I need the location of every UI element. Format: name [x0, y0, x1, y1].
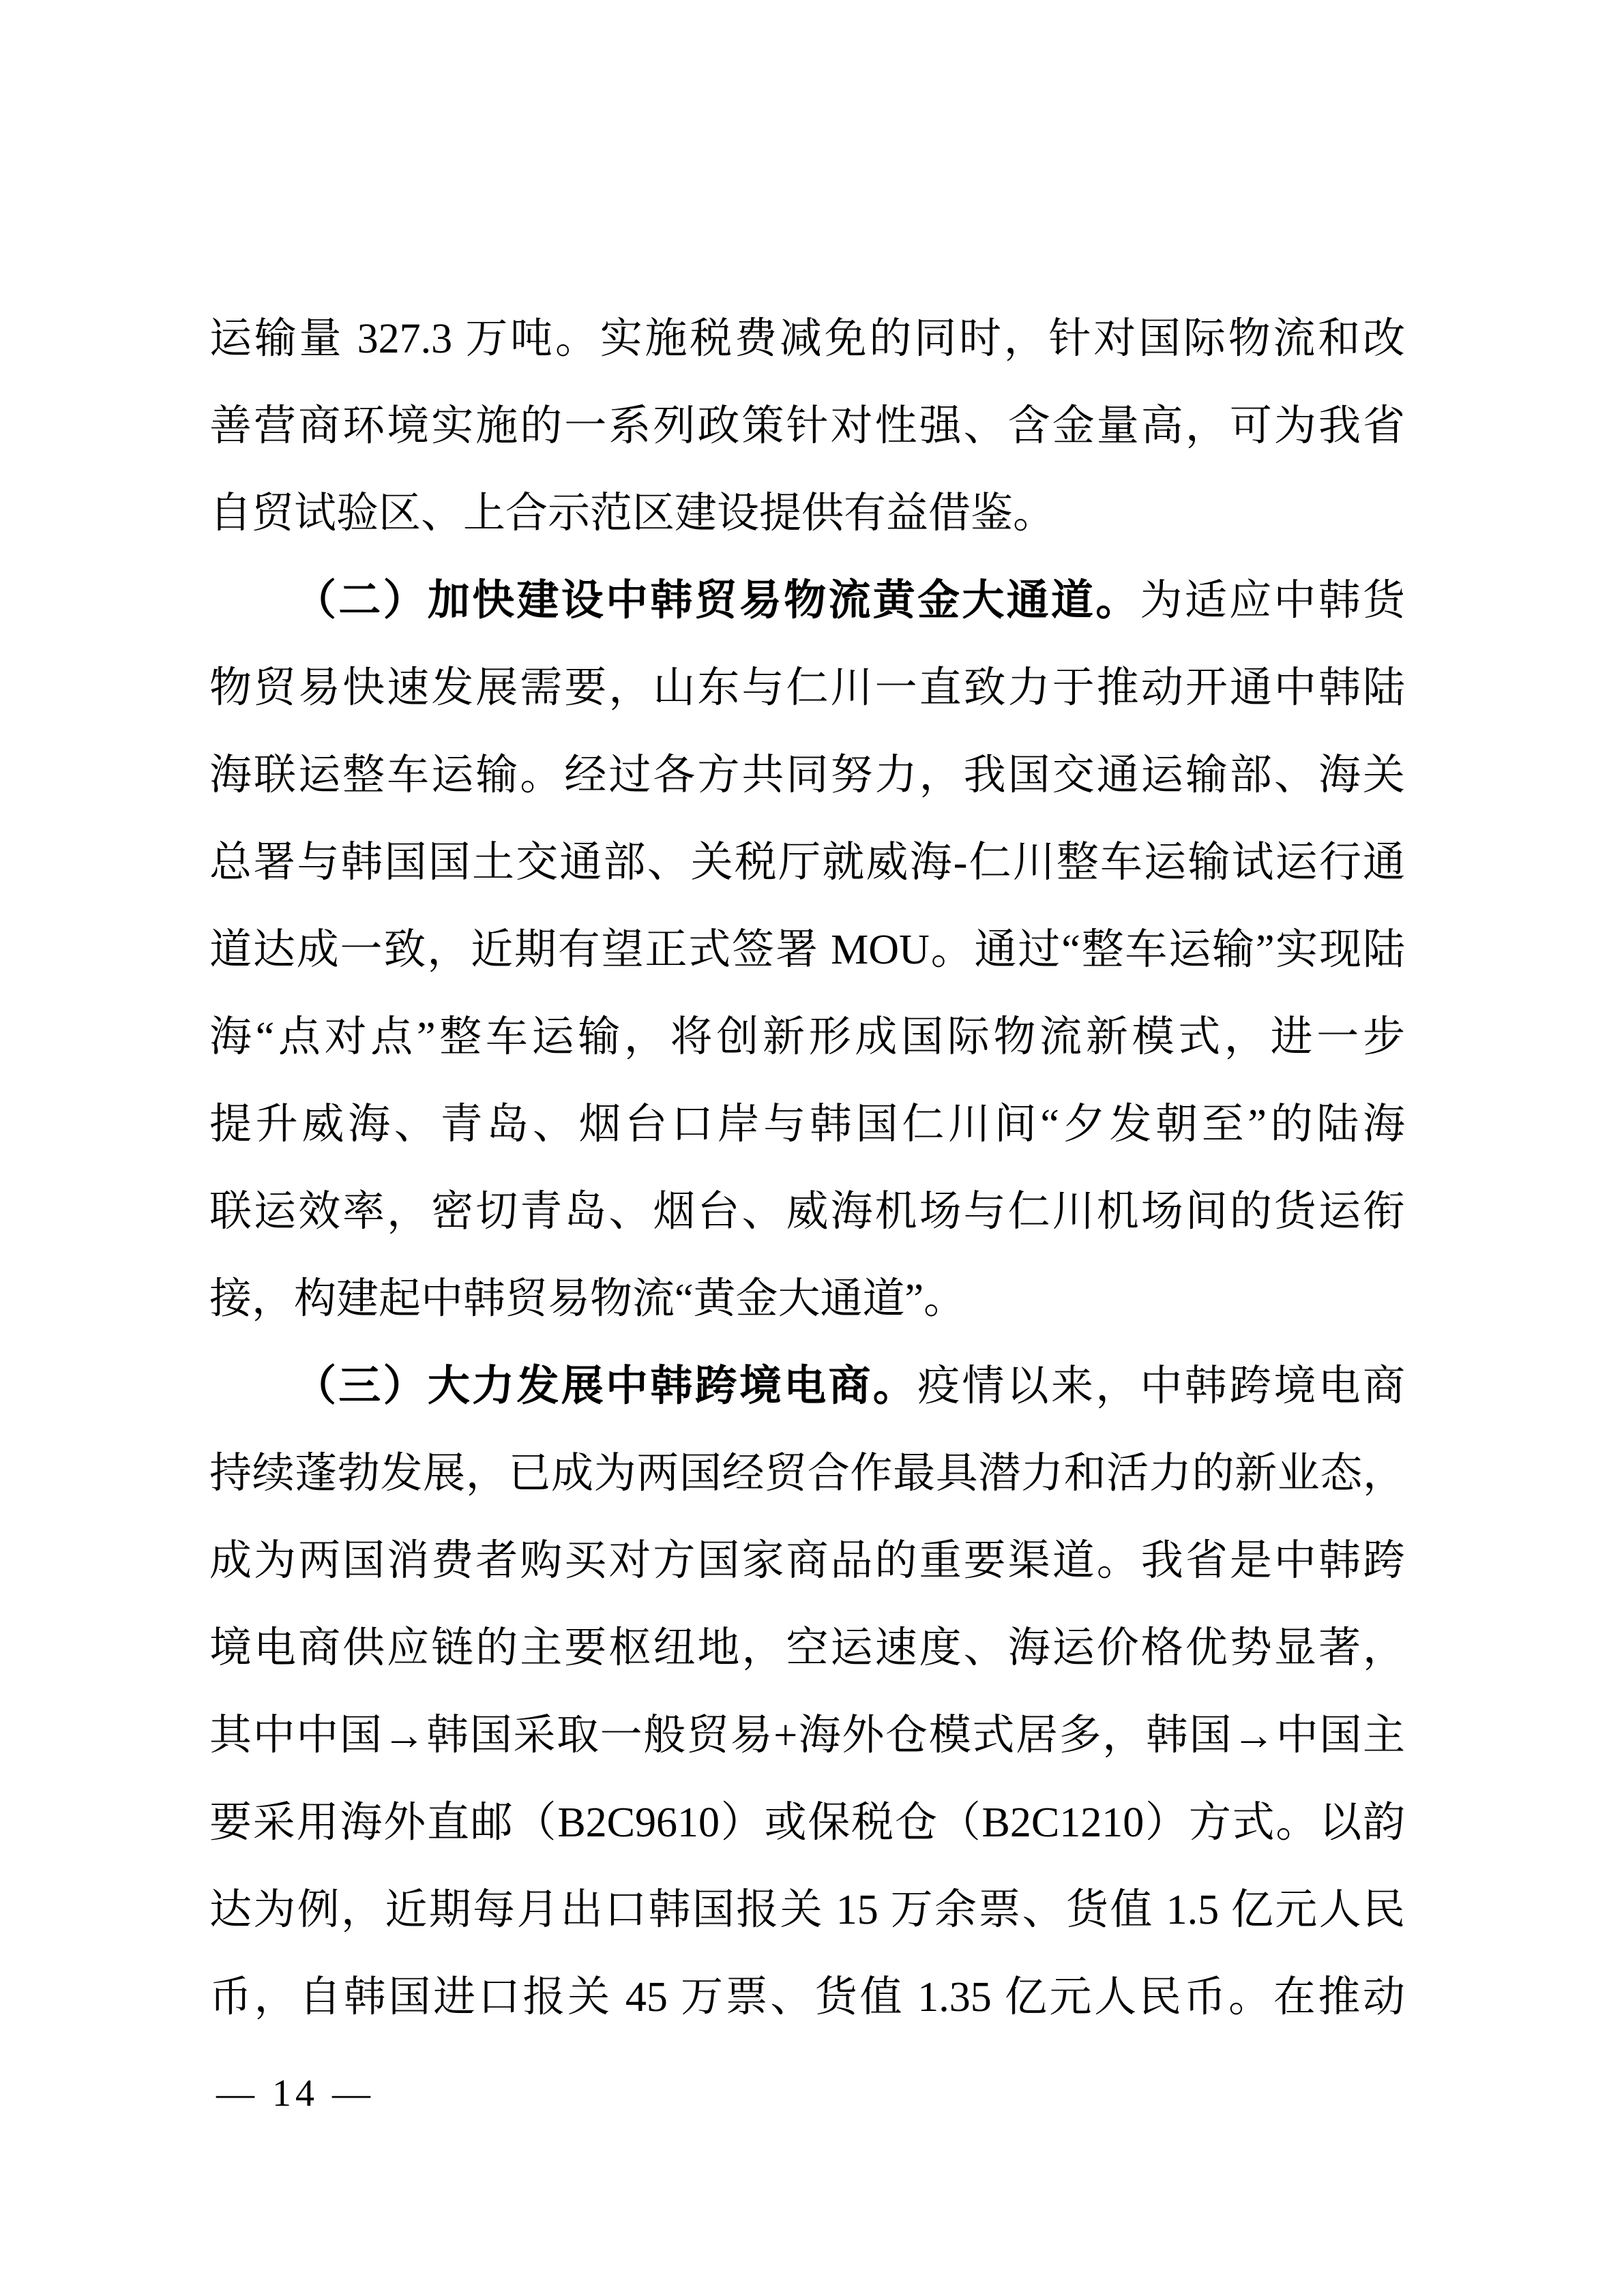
text-line — [209, 1343, 1405, 1430]
text-segment: 成为两国消费者购买对方国家商品的重要渠道。我省是中韩跨 — [209, 1538, 1405, 1584]
heading-segment: （三）大力发展中韩跨境电商。 — [294, 1363, 918, 1410]
text-line — [209, 1692, 1405, 1779]
text-segment: 币，自韩国进口报关 45 万票、货值 1.35 亿元人民币。在推动 — [209, 1974, 1405, 2021]
text-segment: 持续蓬勃发展，已成为两国经贸合作最具潜力和活力的新业态， — [209, 1450, 1405, 1497]
text-segment: 其中中国→韩国采取一般贸易+海外仓模式居多，韩国→中国主 — [209, 1712, 1405, 1759]
text-line — [209, 295, 1405, 383]
text-line — [209, 1866, 1405, 1954]
text-segment: 运输量 327.3 万吨。实施税费减免的同时，针对国际物流和改 — [209, 316, 1405, 362]
heading-segment: （二）加快建设中韩贸易物流黄金大通道。 — [294, 578, 1140, 624]
text-segment: 提升威海、青岛、烟台口岸与韩国仁川间“夕发朝至”的陆海 — [209, 1101, 1405, 1148]
text-segment: 接，构建起中韩贸易物流“黄金大通道”。 — [209, 1276, 966, 1322]
text-line — [209, 994, 1405, 1081]
text-segment: 达为例，近期每月出口韩国报关 15 万余票、货值 1.5 亿元人民 — [209, 1887, 1405, 1933]
text-line — [209, 383, 1405, 470]
text-segment: 要采用海外直邮（B2C9610）或保税仓（B2C1210）方式。以韵 — [209, 1800, 1405, 1846]
text-segment: 为适应中韩货 — [1140, 578, 1405, 624]
text-line — [209, 1430, 1405, 1517]
text-segment: 海联运整车运输。经过各方共同努力，我国交通运输部、海关 — [209, 752, 1405, 799]
text-line — [209, 819, 1405, 906]
text-line — [209, 644, 1405, 732]
text-line — [209, 906, 1405, 994]
text-line — [209, 557, 1405, 644]
text-segment: 自贸试验区、上合示范区建设提供有益借鉴。 — [209, 490, 1056, 537]
text-line — [209, 470, 1405, 557]
text-segment: 海“点对点”整车运输，将创新形成国际物流新模式，进一步 — [209, 1014, 1405, 1060]
text-line — [209, 1517, 1405, 1605]
text-line — [209, 1168, 1405, 1255]
text-segment: 物贸易快速发展需要，山东与仁川一直致力于推动开通中韩陆 — [209, 665, 1405, 711]
text-segment: 疫情以来，中韩跨境电商 — [917, 1363, 1405, 1410]
text-segment: 道达成一致，近期有望正式签署 MOU。通过“整车运输”实现陆 — [209, 927, 1405, 973]
text-segment: 总署与韩国国土交通部、关税厅就威海-仁川整车运输试运行通 — [209, 839, 1405, 886]
text-line — [209, 1081, 1405, 1168]
text-segment: 境电商供应链的主要枢纽地，空运速度、海运价格优势显著， — [209, 1625, 1405, 1671]
text-line — [209, 1779, 1405, 1866]
text-line — [209, 1255, 1405, 1343]
text-line — [209, 1954, 1405, 2041]
text-segment: 善营商环境实施的一系列政策针对性强、含金量高，可为我省 — [209, 403, 1405, 449]
page-number: — 14 — — [216, 2072, 374, 2115]
document-body — [209, 295, 1405, 2041]
text-segment: 联运效率，密切青岛、烟台、威海机场与仁川机场间的货运衔 — [209, 1189, 1405, 1235]
text-line — [209, 1605, 1405, 1692]
text-line — [209, 732, 1405, 819]
